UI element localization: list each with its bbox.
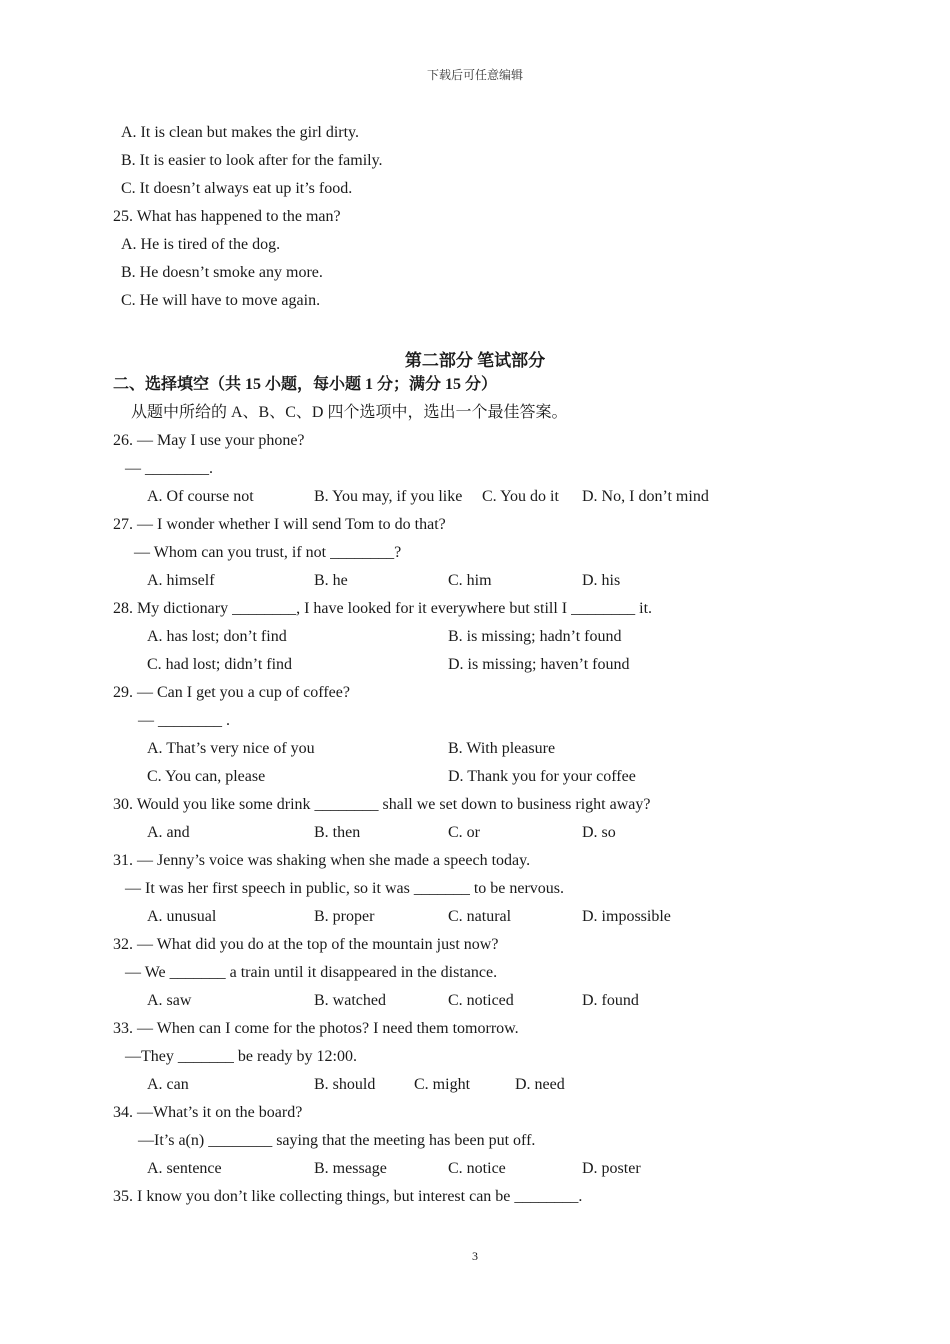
q29-option-c: C. You can, please — [147, 768, 266, 785]
q31-option-b: B. proper — [314, 908, 375, 925]
q31-reply: — It was her first speech in public, so it was _______ to be nervous. — [125, 880, 565, 897]
q27-reply: — Whom can you trust, if not ________? — [134, 544, 402, 561]
q27-option-b: B. he — [314, 572, 348, 589]
q33-stem: 33. — When can I come for the photos? I need them tomorrow. — [113, 1020, 519, 1037]
q24-option-c: C. It doesn’t always eat up it’s food. — [121, 180, 353, 197]
q26-stem: 26. — May I use your phone? — [113, 432, 305, 449]
q30-option-d: D. so — [582, 824, 616, 841]
part-title: 第二部分 笔试部分 — [404, 351, 546, 370]
q27-option-a: A. himself — [147, 572, 215, 589]
q24-option-a: A. It is clean but makes the girl dirty. — [121, 124, 360, 141]
instruction: 从题中所给的 A、B、C、D 四个选项中，选出一个最佳答案。 — [131, 404, 568, 421]
q34-option-d: D. poster — [582, 1160, 641, 1177]
q25-option-a: A. He is tired of the dog. — [121, 236, 281, 253]
q32-option-a: A. saw — [147, 992, 192, 1009]
q28-option-d: D. is missing; haven’t found — [448, 656, 630, 673]
q32-option-d: D. found — [582, 992, 639, 1009]
q32-option-c: C. noticed — [448, 992, 514, 1009]
q25-option-c: C. He will have to move again. — [121, 292, 321, 309]
q28-option-c: C. had lost; didn’t find — [147, 656, 293, 673]
q33-option-b: B. should — [314, 1076, 376, 1093]
q31-stem: 31. — Jenny’s voice was shaking when she made a speech today. — [113, 852, 531, 869]
q34-option-c: C. notice — [448, 1160, 506, 1177]
q33-option-d: D. need — [515, 1076, 565, 1093]
q27-option-d: D. his — [582, 572, 621, 589]
page-number: 3 — [472, 1249, 478, 1263]
q35-stem: 35. I know you don’t like collecting things, but interest can be ________. — [113, 1188, 583, 1205]
q34-option-b: B. message — [314, 1160, 387, 1177]
section-heading: 二、选择填空（共 15 小题，每小题 1 分；满分 15 分） — [113, 376, 498, 393]
q24-option-b: B. It is easier to look after for the family. — [121, 152, 383, 169]
q26-option-a: A. Of course not — [147, 488, 254, 505]
q28-option-a: A. has lost; don’t find — [147, 628, 287, 645]
q30-stem: 30. Would you like some drink ________ shall we set down to business right away? — [113, 796, 651, 813]
q28-stem: 28. My dictionary ________, I have looked for it everywhere but still I ________ it. — [113, 600, 653, 617]
q29-option-d: D. Thank you for your coffee — [448, 768, 636, 785]
q32-option-b: B. watched — [314, 992, 386, 1009]
q31-option-c: C. natural — [448, 908, 512, 925]
q33-option-a: A. can — [147, 1076, 189, 1093]
q33-option-c: C. might — [414, 1076, 471, 1093]
q33-reply: —They _______ be ready by 12:00. — [125, 1048, 357, 1065]
q32-reply: — We _______ a train until it disappeared in the distance. — [125, 964, 498, 981]
q29-reply: — ________ . — [138, 712, 230, 729]
q26-option-b: B. You may, if you like — [314, 488, 463, 505]
page-header: 下载后可任意编辑 — [426, 68, 523, 82]
q25-stem: 25. What has happened to the man? — [113, 208, 341, 225]
q26-reply: — ________. — [125, 460, 213, 477]
q29-stem: 29. — Can I get you a cup of coffee? — [113, 684, 350, 701]
q25-option-b: B. He doesn’t smoke any more. — [121, 264, 323, 281]
q28-option-b: B. is missing; hadn’t found — [448, 628, 622, 645]
q26-option-d: D. No, I don’t mind — [582, 488, 709, 505]
q31-option-d: D. impossible — [582, 908, 671, 925]
q34-reply: —It’s a(n) ________ saying that the meeting has been put off. — [138, 1132, 536, 1149]
q29-option-b: B. With pleasure — [448, 740, 556, 757]
q34-option-a: A. sentence — [147, 1160, 222, 1177]
q30-option-a: A. and — [147, 824, 190, 841]
q30-option-b: B. then — [314, 824, 361, 841]
q31-option-a: A. unusual — [147, 908, 217, 925]
q27-option-c: C. him — [448, 572, 492, 589]
q32-stem: 32. — What did you do at the top of the mountain just now? — [113, 936, 499, 953]
q34-stem: 34. —What’s it on the board? — [113, 1104, 303, 1121]
q30-option-c: C. or — [448, 824, 480, 841]
q26-option-c: C. You do it — [482, 488, 559, 505]
q27-stem: 27. — I wonder whether I will send Tom to do that? — [113, 516, 446, 533]
q29-option-a: A. That’s very nice of you — [147, 740, 315, 757]
